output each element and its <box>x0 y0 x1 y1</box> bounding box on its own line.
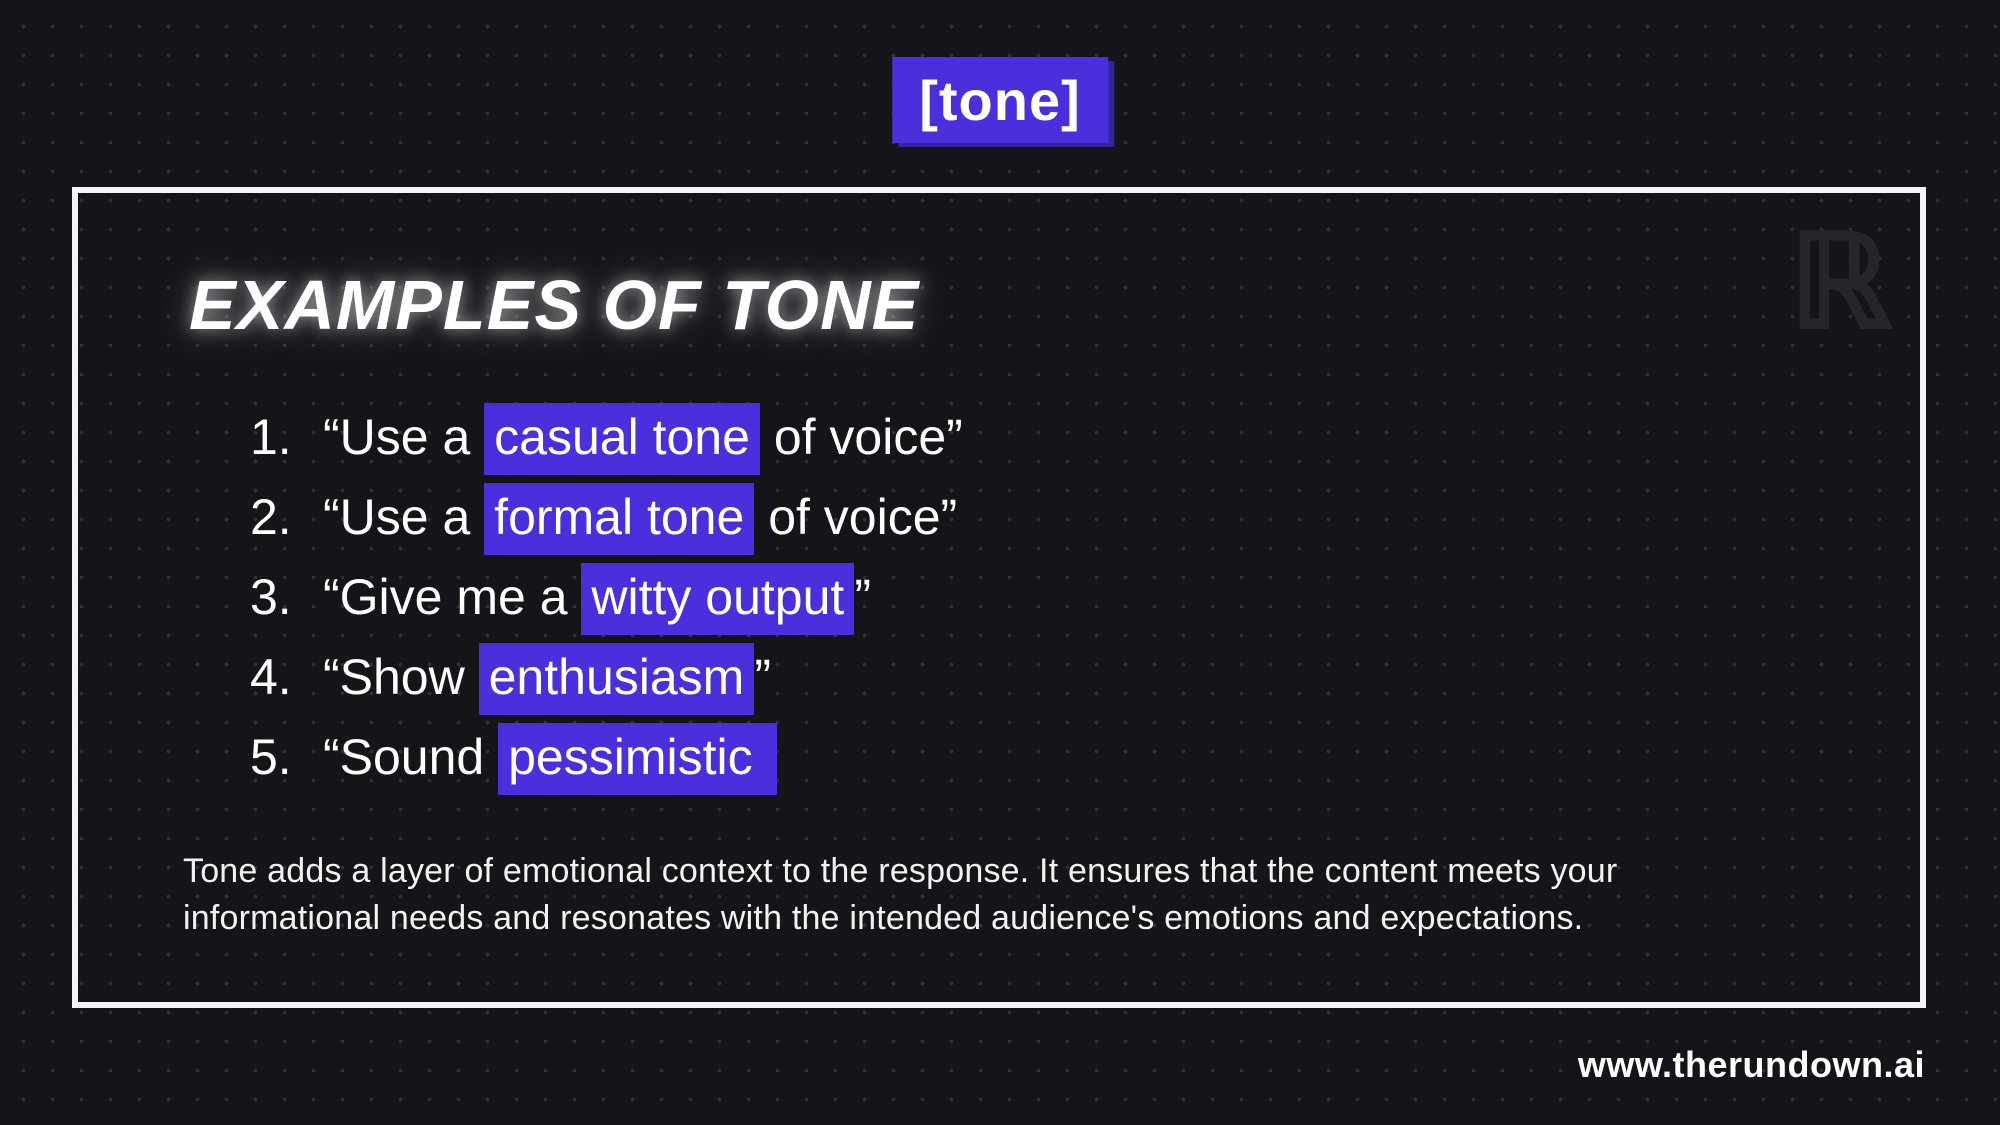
list-item <box>250 477 963 557</box>
list-item <box>250 717 963 797</box>
highlighted-phrase: formal tone <box>484 483 754 555</box>
footer-url: www.therundown.ai <box>1577 1044 1925 1085</box>
list-item-suffix: ” <box>754 649 771 705</box>
highlighted-phrase: casual tone <box>484 403 760 475</box>
list-item <box>250 637 963 717</box>
page-title: EXAMPLES OF TONE <box>189 266 920 344</box>
list-item-number: 4. <box>250 649 292 705</box>
tone-badge <box>892 57 1108 143</box>
list-item-number: 1. <box>250 409 292 465</box>
list-item-text <box>323 408 963 466</box>
highlighted-phrase: pessimistic <box>498 723 776 795</box>
list-item-text <box>323 568 871 626</box>
tone-badge-label: [tone] <box>919 68 1081 132</box>
list-item-suffix: ” <box>854 569 871 625</box>
list-item-text <box>323 648 771 706</box>
examples-list <box>250 397 963 797</box>
content-frame <box>72 187 1926 1008</box>
description-line-2: informational needs and resonates with the intended audience's emotions and expectations. <box>183 899 1584 937</box>
list-item-text <box>323 488 957 546</box>
highlighted-phrase: enthusiasm <box>479 643 755 715</box>
list-item-prefix: “Use a <box>323 409 485 465</box>
list-item <box>250 397 963 477</box>
list-item-prefix: “Sound <box>323 729 499 785</box>
rundown-logo-icon: ℝ <box>1789 209 1892 355</box>
description-paragraph <box>183 848 1617 942</box>
highlighted-phrase: witty output <box>581 563 854 635</box>
list-item-number: 5. <box>250 729 292 785</box>
list-item-prefix: “Give me a <box>323 569 582 625</box>
list-item-suffix: of voice” <box>759 409 963 465</box>
list-item-number: 3. <box>250 569 292 625</box>
description-line-1: Tone adds a layer of emotional context to the response. It ensures that the content meets your <box>183 852 1618 890</box>
list-item-text <box>323 728 777 786</box>
list-item-number: 2. <box>250 489 292 545</box>
list-item <box>250 557 963 637</box>
list-item-prefix: “Use a <box>323 489 485 545</box>
list-item-prefix: “Show <box>323 649 479 705</box>
list-item-suffix: of voice” <box>754 489 958 545</box>
